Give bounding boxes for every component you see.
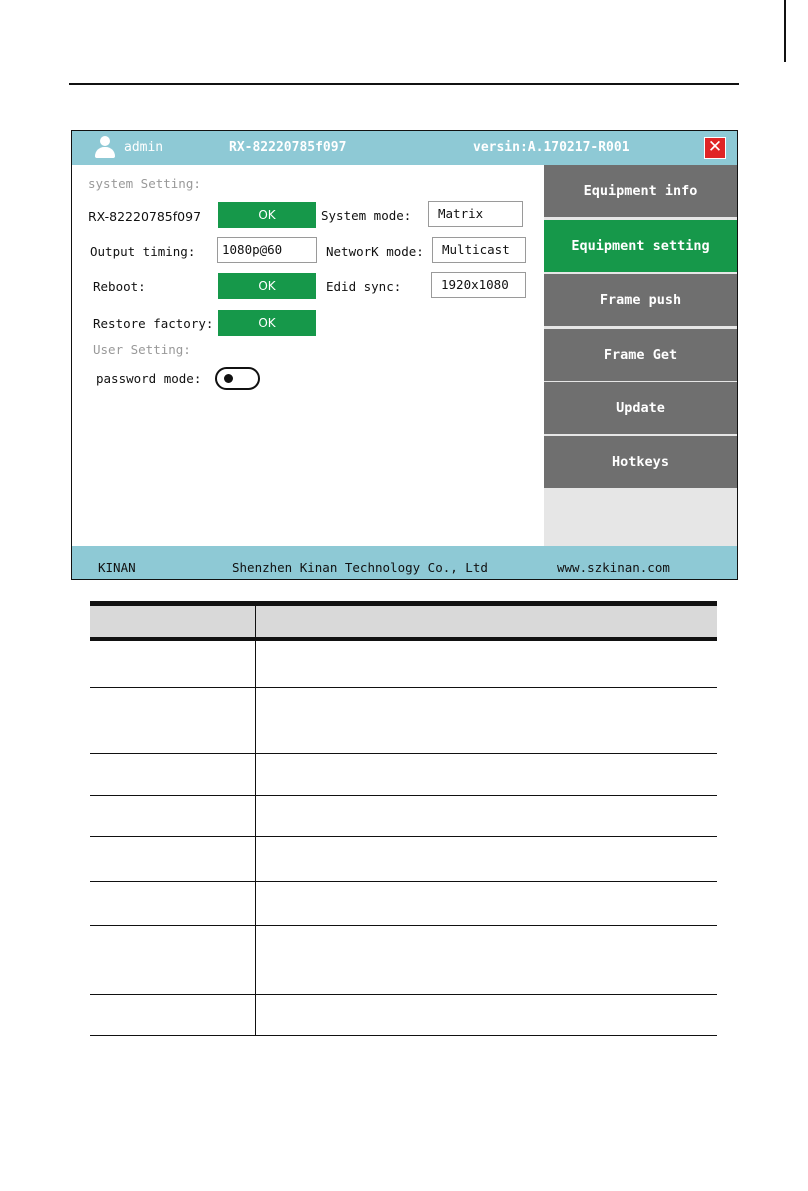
system-mode-label: System mode: — [321, 208, 412, 223]
top-bar — [72, 131, 737, 165]
version-label: versin:A.170217-R001 — [473, 140, 630, 155]
page-header-rule — [69, 83, 739, 85]
table-row-separator — [90, 687, 717, 688]
device-screen — [71, 130, 738, 580]
menu-frame-get[interactable]: Frame Get — [544, 329, 737, 381]
crop-mark — [784, 0, 786, 62]
username: admin — [124, 140, 164, 155]
user-icon — [93, 135, 117, 161]
sidebar-menu — [544, 165, 737, 546]
password-mode-toggle[interactable] — [215, 367, 260, 390]
menu-equipment-info[interactable]: Equipment info — [544, 165, 737, 217]
edid-sync-field[interactable]: 1920x1080 — [431, 272, 526, 298]
device-id: RX-82220785f097 — [229, 140, 347, 155]
table-row-separator — [90, 836, 717, 837]
toggle-knob — [224, 374, 233, 383]
footer-bar — [72, 546, 737, 579]
device-label: RX-82220785f097 — [88, 209, 202, 224]
menu-equipment-setting[interactable]: Equipment setting — [544, 220, 737, 272]
table-row-separator — [90, 795, 717, 796]
footer-company: Shenzhen Kinan Technology Co., Ltd — [232, 560, 488, 575]
close-button[interactable] — [704, 137, 726, 159]
footer-brand: KINAN — [98, 560, 136, 575]
table-column-divider — [255, 601, 256, 1036]
footer-website[interactable]: www.szkinan.com — [557, 560, 670, 575]
network-mode-label: NetworK mode: — [326, 244, 424, 259]
reboot-ok-button[interactable]: OK — [218, 273, 316, 299]
network-mode-field[interactable]: Multicast — [432, 237, 526, 263]
system-setting-title: system Setting: — [88, 176, 201, 191]
close-icon: ✕ — [707, 137, 723, 157]
edid-sync-label: Edid sync: — [326, 279, 402, 294]
menu-frame-push[interactable]: Frame push — [544, 274, 737, 326]
reboot-label: Reboot: — [93, 279, 146, 294]
table-row-separator — [90, 753, 717, 754]
table-row-separator — [90, 1035, 717, 1036]
table-header — [90, 601, 717, 641]
device-ok-button[interactable]: OK — [218, 202, 316, 228]
table-row-separator — [90, 881, 717, 882]
menu-update[interactable]: Update — [544, 382, 737, 434]
user-setting-title: User Setting: — [93, 342, 191, 357]
restore-factory-ok-button[interactable]: OK — [218, 310, 316, 336]
table-row-separator — [90, 994, 717, 995]
password-mode-label: password mode: — [96, 371, 202, 386]
table-row-separator — [90, 925, 717, 926]
spec-table — [90, 601, 717, 1036]
output-timing-field[interactable]: 1080p@60 — [217, 237, 317, 263]
menu-hotkeys[interactable]: Hotkeys — [544, 436, 737, 488]
output-timing-label: Output timing: — [90, 244, 196, 259]
settings-panel — [72, 165, 544, 546]
system-mode-field[interactable]: Matrix — [428, 201, 523, 227]
restore-factory-label: Restore factory: — [93, 316, 214, 331]
